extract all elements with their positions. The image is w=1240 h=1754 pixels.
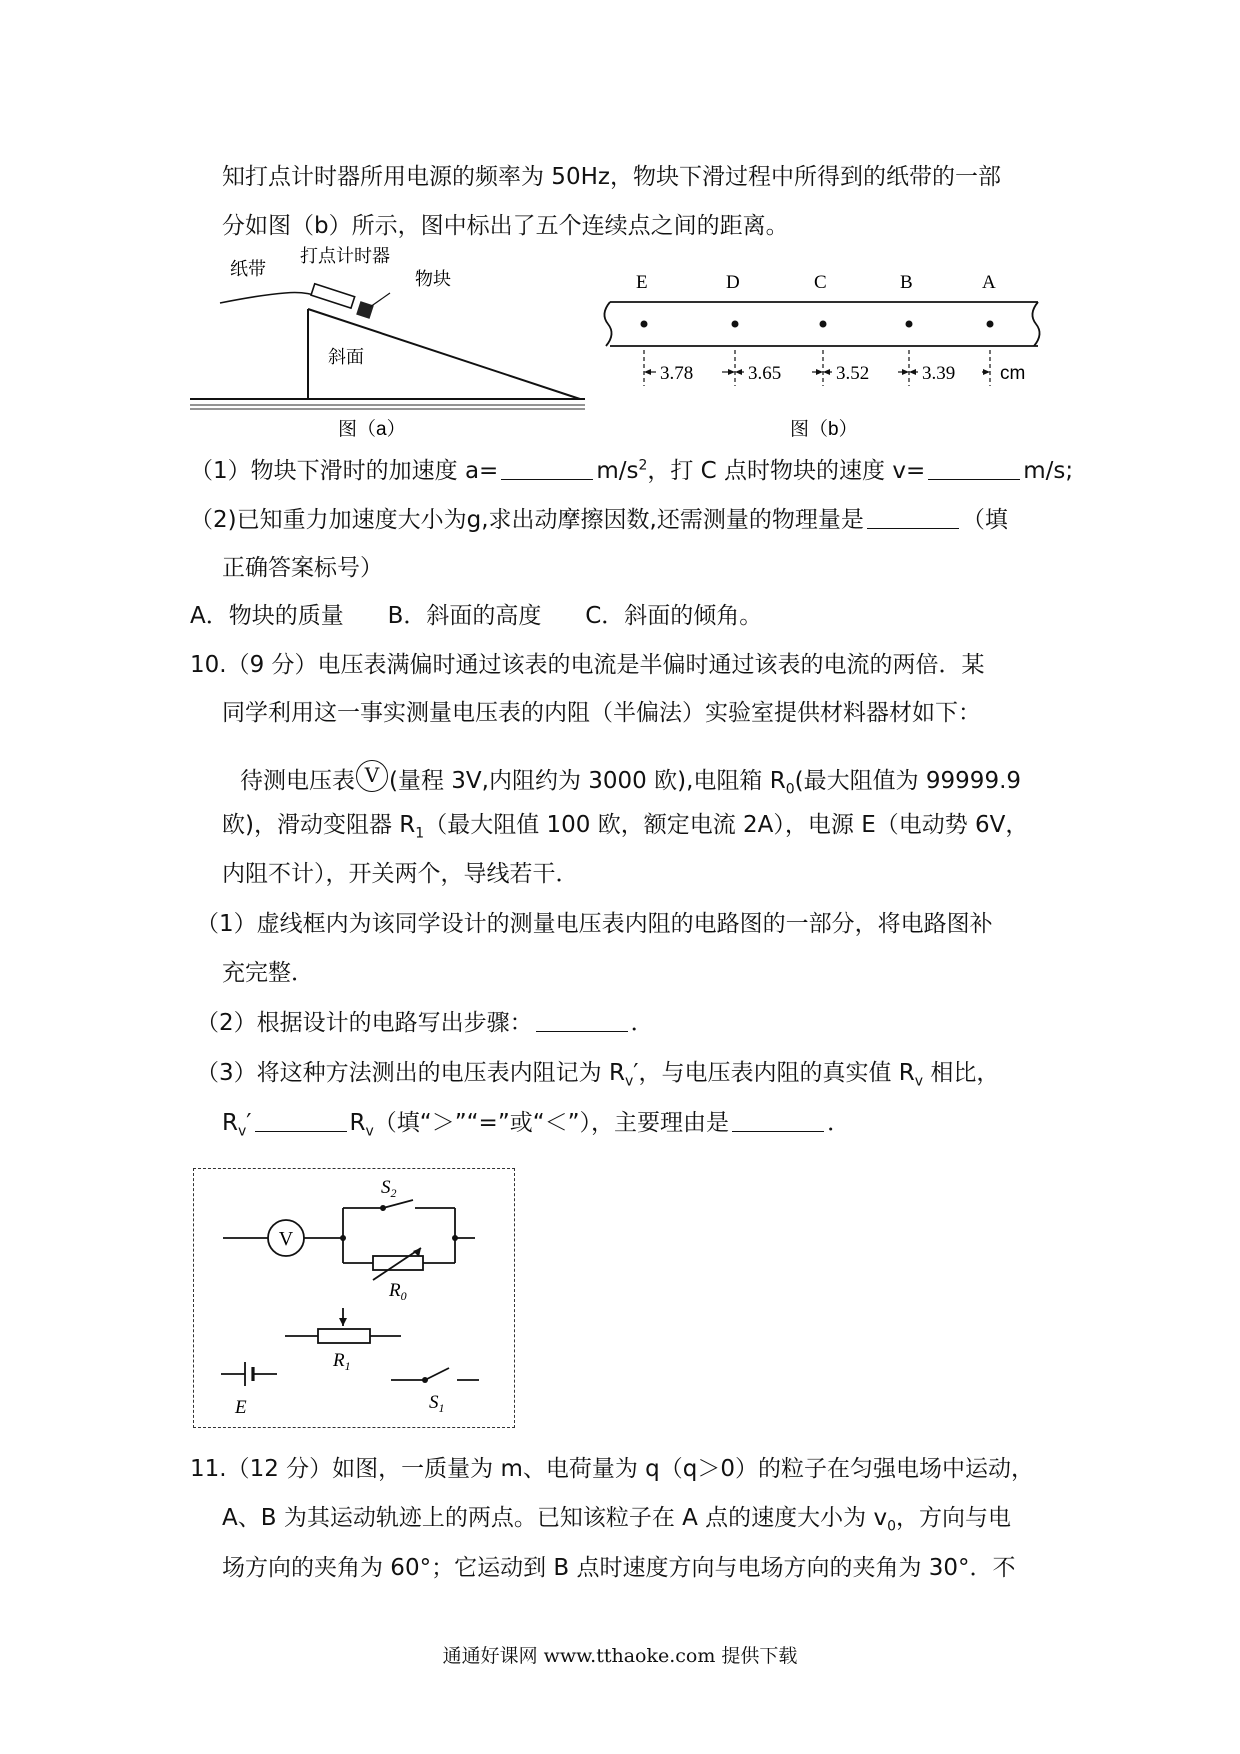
label-timer: 打点计时器 [300,246,390,266]
dot-e [641,321,648,328]
label-s1: $S_1$ [429,1392,445,1415]
circuit-voltmeter-label: V [278,1228,294,1250]
distance-ba: 3.39 [922,363,956,384]
answer-blank-velocity[interactable] [928,457,1020,480]
label-r1: $R_1$ [333,1350,351,1373]
answer-blank-acceleration[interactable] [501,457,593,480]
caption-a: 图（a） [338,419,406,440]
dot-a [987,321,994,328]
label-block: 物块 [415,269,451,289]
label-e: E [235,1397,247,1418]
point-d: D [726,272,740,293]
point-b: B [900,272,913,293]
label-s2: $S_2$ [381,1177,397,1200]
q10-line-1: 10.（9 分）电压表满偏时通过该表的电流是半偏时通过该表的电流的两倍．某 [190,652,985,678]
q11-line-2: A、B 为其运动轨迹上的两点。已知该粒子在 A 点的速度大小为 $v_0$，方向与电 [222,1505,1012,1535]
figure-b [598,268,1048,448]
voltmeter-icon: V [356,760,388,792]
q10-line-4: 欧)，滑动变阻器 $R_1$（最大阻值 100 欧，额定电流 2A），电源 E（电动势 6V， [222,812,1029,842]
point-e: E [636,272,648,293]
q10-line-5: 内阻不计），开关两个，导线若干． [222,861,579,887]
dot-d [732,321,739,328]
q10-line-3: 待测电压表 V (量程 3V,内阻约为 3000 欧),电阻箱 $R_0$(最大阻值为 99999.9 [240,760,1021,796]
figure-a [190,245,590,445]
answer-blank-reason[interactable] [732,1109,824,1132]
dot-c [820,321,827,328]
q9-part2-cont: 正确答案标号） [222,555,383,581]
distance-dc: 3.65 [748,363,782,384]
q10-part4: $R_v'$ $R_v$（填“＞”“=”或“＜”），主要理由是 ． [222,1110,851,1140]
point-a: A [982,272,996,293]
q10-part2: （2）根据设计的电路写出步骤： ． [196,1010,654,1036]
q9-part2: （2)已知重力加速度大小为g,求出动摩擦因数,还需测量的物理量是 （填 [190,507,1008,533]
label-r0: $R_0$ [389,1280,407,1303]
caption-b: 图（b） [790,419,858,440]
q10-part3: （3）将这种方法测出的电压表内阻记为 $R_v'$，与电压表内阻的真实值 $R_v$ 相比， [196,1060,1000,1090]
answer-blank-compare[interactable] [255,1109,347,1132]
intro-line-2: 分如图（b）所示，图中标出了五个连续点之间的距离。 [222,213,789,239]
answer-blank-steps[interactable] [536,1009,628,1032]
dot-b [906,321,913,328]
q10-part1: （1）虚线框内为该同学设计的测量电压表内阻的电路图的一部分，将电路图补 [196,911,993,937]
q9-part1: （1）物块下滑时的加速度 $a= m/s^2$，打 C 点时物块的速度 v= m/s; [190,457,1074,484]
circuit-diagram [193,1168,515,1428]
q11-line-3: 场方向的夹角为 60°；它运动到 B 点时速度方向与电场方向的夹角为 30°．不 [222,1555,1016,1581]
intro-line-1: 知打点计时器所用电源的频率为 50Hz，物块下滑过程中所得到的纸带的一部 [222,164,1001,190]
answer-blank-quantity[interactable] [867,506,959,529]
page-footer: 通通好课网 www.tthaoke.com 提供下载 [442,1645,798,1667]
distance-cb: 3.52 [836,363,870,384]
label-slope: 斜面 [328,347,364,367]
q11-line-1: 11.（12 分）如图，一质量为 m、电荷量为 q（q＞0）的粒子在匀强电场中运动， [190,1456,1035,1482]
q10-part1-cont: 充完整． [222,960,314,986]
q9-options: A．物块的质量 B．斜面的高度 C．斜面的倾角。 [190,603,763,629]
unit-cm: cm [1000,363,1026,384]
label-tape: 纸带 [230,259,266,279]
point-c: C [814,272,827,293]
q10-line-2: 同学利用这一事实测量电压表的内阻（半偏法）实验室提供材料器材如下： [222,700,981,726]
distance-ed: 3.78 [660,363,694,384]
